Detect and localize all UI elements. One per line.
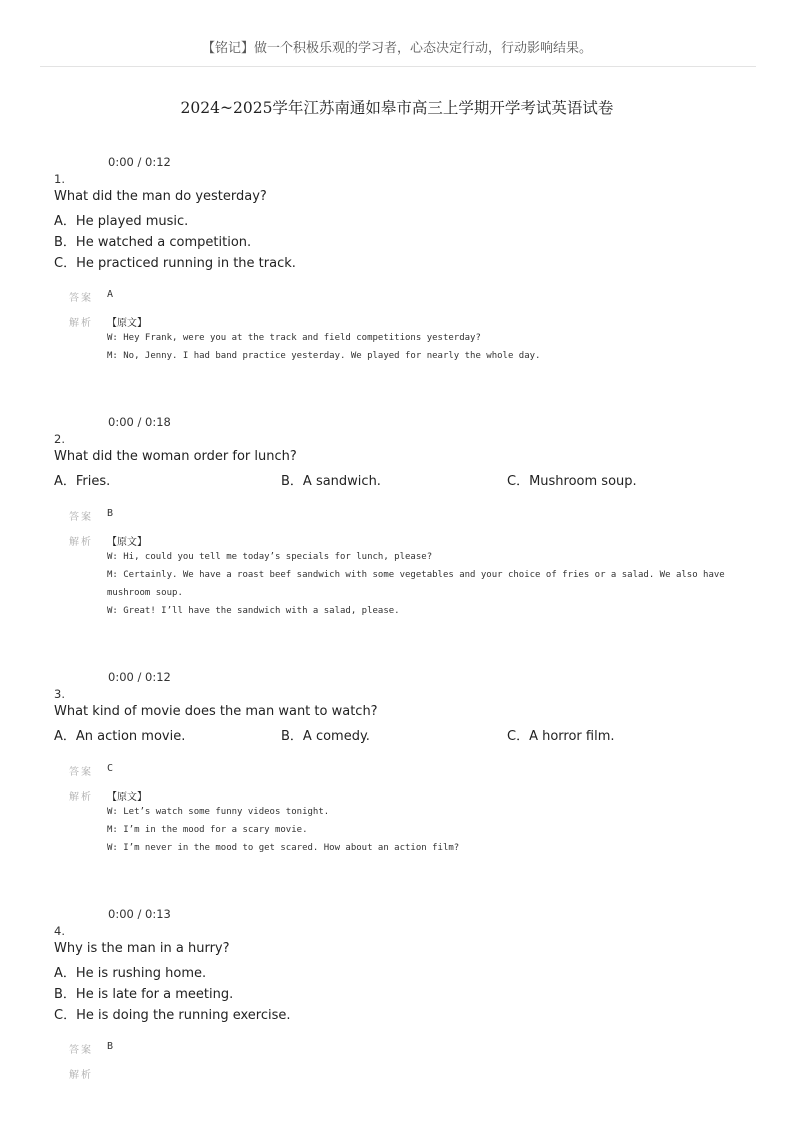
option-b: B．He watched a competition. (54, 235, 252, 250)
source-heading: 【原文】 (107, 318, 147, 329)
analysis-label: 解析 (69, 792, 93, 803)
transcript-line: M: Certainly. We have a roast beef sandwich with some vegetables and your choice of fries or a salad. We also have (107, 570, 725, 580)
question-stem: What kind of movie does the man want to watch? (54, 704, 378, 719)
answer-value: A (107, 289, 114, 300)
answer-label: 答案 (69, 1045, 93, 1056)
question-stem: What did the man do yesterday? (54, 189, 267, 204)
option-a: A．An action movie. (54, 729, 186, 744)
answer-value: B (107, 508, 114, 519)
option-c: C．He practiced running in the track. (54, 256, 296, 271)
question-number: 2. (54, 432, 65, 446)
option-c: C．Mushroom soup. (507, 474, 637, 489)
answer-value: B (107, 1041, 114, 1052)
option-a: A．He played music. (54, 214, 189, 229)
transcript-line: M: I’m in the mood for a scary movie. (107, 825, 308, 835)
motto-header: 【铭记】做一个积极乐观的学习者，心态决定行动，行动影响结果。 (201, 41, 592, 56)
transcript-line: W: Hi, could you tell me today’s specials for lunch, please? (107, 552, 433, 562)
transcript-line: M: No, Jenny. I had band practice yesterday. We played for nearly the whole day. (107, 351, 541, 361)
option-c: C．A horror film. (507, 729, 615, 744)
question-number: 1. (54, 172, 65, 186)
audio-player-time[interactable]: 0:00 / 0:18 (108, 415, 171, 429)
answer-label: 答案 (69, 293, 93, 304)
transcript-line: W: Hey Frank, were you at the track and field competitions yesterday? (107, 333, 481, 343)
audio-player-time[interactable]: 0:00 / 0:13 (108, 907, 171, 921)
transcript-line: W: I’m never in the mood to get scared. How about an action film? (107, 843, 460, 853)
transcript-line: mushroom soup. (107, 588, 183, 598)
analysis-label: 解析 (69, 318, 93, 329)
question-stem: What did the woman order for lunch? (54, 449, 297, 464)
page-title: 2024~2025学年江苏南通如皋市高三上学期开学考试英语试卷 (180, 99, 614, 117)
header-divider (40, 66, 756, 67)
source-heading: 【原文】 (107, 537, 147, 548)
answer-value: C (107, 763, 114, 774)
option-c: C．He is doing the running exercise. (54, 1008, 291, 1023)
question-number: 3. (54, 687, 65, 701)
option-a: A．Fries. (54, 474, 111, 489)
question-number: 4. (54, 924, 65, 938)
answer-label: 答案 (69, 767, 93, 778)
audio-player-time[interactable]: 0:00 / 0:12 (108, 155, 171, 169)
option-a: A．He is rushing home. (54, 966, 207, 981)
option-b: B．A comedy. (281, 729, 370, 744)
option-b: B．He is late for a meeting. (54, 987, 234, 1002)
option-b: B．A sandwich. (281, 474, 381, 489)
transcript-line: W: Let’s watch some funny videos tonight. (107, 807, 330, 817)
source-heading: 【原文】 (107, 792, 147, 803)
analysis-label: 解析 (69, 1070, 93, 1081)
audio-player-time[interactable]: 0:00 / 0:12 (108, 670, 171, 684)
question-stem: Why is the man in a hurry? (54, 941, 230, 956)
transcript-line: W: Great! I’ll have the sandwich with a salad, please. (107, 606, 400, 616)
answer-label: 答案 (69, 512, 93, 523)
analysis-label: 解析 (69, 537, 93, 548)
